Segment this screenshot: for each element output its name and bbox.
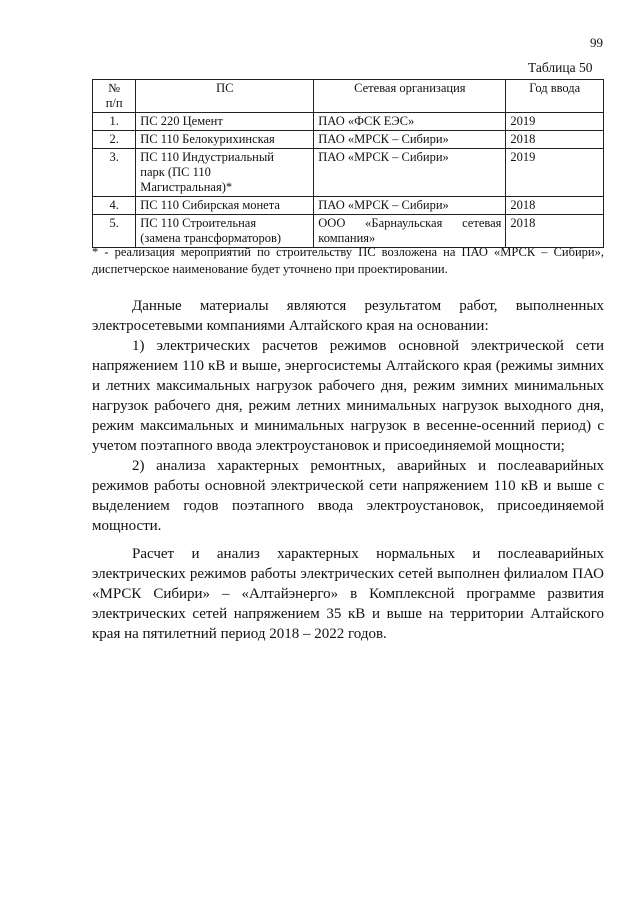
paragraph: 2) анализа характерных ремонтных, аварийных и послеаварийных режимов работы основной электрической сети напряжением 110 кВ и выше с выделением годов поэтапного ввода электроустановок, присоединяемой мощности. bbox=[92, 458, 604, 534]
row-ps: ПС 110 Сибирская монета bbox=[136, 197, 314, 215]
row-ps-line: ПС 110 Индустриальный bbox=[140, 150, 274, 164]
table-header-row bbox=[93, 80, 604, 113]
substations-table bbox=[92, 79, 604, 248]
row-org: ПАО «МРСК – Сибири» bbox=[314, 197, 506, 215]
paragraph: 1) электрических расчетов режимов основной электрической сети напряжением 110 кВ и выше, энергосистемы Алтайского края (режимы зимних и летних максимальных нагрузок рабочего дня, режим зимних минимальных нагрузок рабочего дня, режим летних минимальных нагрузок выходного дня, режим максимальных и минимальных нагрузок в весенне-осенний период) с учетом поэтапного ввода электроустановок и присоединяемой мощности; bbox=[92, 338, 604, 454]
row-ps: ПС 110 Белокурихинская bbox=[136, 131, 314, 149]
table-row bbox=[93, 149, 604, 197]
paragraph: Расчет и анализ характерных нормальных и послеаварийных электрических режимов работы электрических сетей выполнен филиалом ПАО «МРСК Сибири» – «Алтайэнерго» в Комплексной программе развития электрических сетей напряжением 35 кВ и выше на территории Алтайского края на пятилетний период 2018 – 2022 годов. bbox=[92, 546, 604, 642]
table-caption: Таблица 50 bbox=[528, 60, 593, 75]
row-org-line bbox=[318, 216, 501, 231]
row-ps-line: ПС 110 Строительная bbox=[140, 216, 257, 230]
header-year: Год ввода bbox=[506, 80, 604, 113]
body-text bbox=[92, 296, 604, 644]
row-org-word: ООО bbox=[318, 216, 346, 230]
row-ps: ПС 220 Цемент bbox=[136, 113, 314, 131]
row-org bbox=[314, 215, 506, 248]
row-year: 2019 bbox=[506, 113, 604, 131]
row-ps bbox=[136, 149, 314, 197]
row-num: 3. bbox=[93, 149, 136, 197]
table-row bbox=[93, 215, 604, 248]
header-num-line2: п/п bbox=[105, 96, 123, 110]
row-num: 1. bbox=[93, 113, 136, 131]
table-footnote: * - реализация мероприятий по строительству ПС возложена на ПАО «МРСК – Сибири», диспетчерское наименование будет уточнено при проектировании. bbox=[92, 245, 604, 276]
row-num: 4. bbox=[93, 197, 136, 215]
table-row bbox=[93, 131, 604, 149]
row-ps-line: (замена трансформаторов) bbox=[140, 231, 282, 245]
page-number: 99 bbox=[590, 35, 603, 50]
header-num bbox=[93, 80, 136, 113]
row-year: 2018 bbox=[506, 215, 604, 248]
header-ps: ПС bbox=[136, 80, 314, 113]
row-year: 2018 bbox=[506, 197, 604, 215]
row-num: 2. bbox=[93, 131, 136, 149]
row-ps-line: парк (ПС 110 bbox=[140, 165, 211, 179]
row-org-word: «Барнаульская bbox=[365, 216, 443, 230]
row-org-line: компания» bbox=[318, 231, 376, 245]
row-ps bbox=[136, 215, 314, 248]
table-row bbox=[93, 197, 604, 215]
row-org: ПАО «МРСК – Сибири» bbox=[314, 149, 506, 197]
row-year: 2019 bbox=[506, 149, 604, 197]
header-num-line1: № bbox=[108, 81, 121, 95]
row-num: 5. bbox=[93, 215, 136, 248]
row-org: ПАО «ФСК ЕЭС» bbox=[314, 113, 506, 131]
row-org-word: сетевая bbox=[462, 216, 502, 230]
table-row bbox=[93, 113, 604, 131]
paragraph: Данные материалы являются результатом работ, выполненных электросетевыми компаниями Алтайского края на основании: bbox=[92, 298, 604, 334]
row-year: 2018 bbox=[506, 131, 604, 149]
row-ps-line: Магистральная)* bbox=[140, 180, 233, 194]
row-org: ПАО «МРСК – Сибири» bbox=[314, 131, 506, 149]
header-org: Сетевая организация bbox=[314, 80, 506, 113]
